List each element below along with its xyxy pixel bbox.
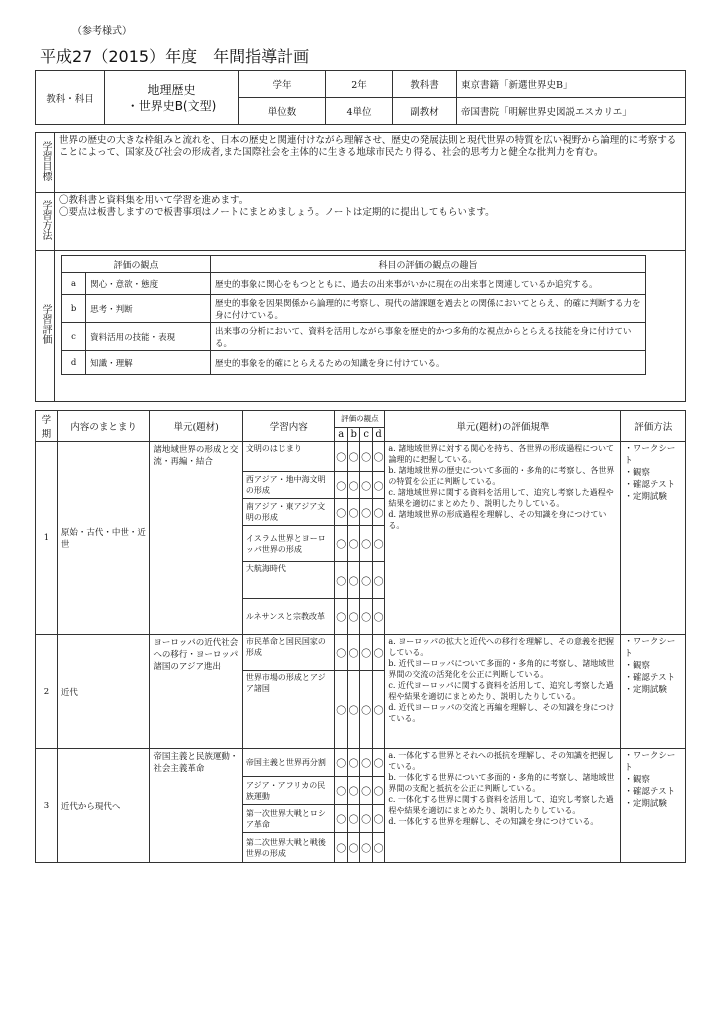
method-item: ・観察 — [624, 468, 650, 478]
subtext-value: 帝国書院「明解世界史図説エスカリエ」 — [457, 98, 686, 125]
mark-c: 〇 — [360, 472, 372, 499]
subject-info-table — [35, 70, 686, 125]
mark-b: 〇 — [347, 562, 359, 599]
criteria-a: a. ヨーロッパの拡大と近代への移行を理解し、その意義を把握している。 — [388, 637, 615, 657]
goals-label: 学習目標 — [36, 133, 55, 193]
mark-c: 〇 — [360, 442, 372, 472]
content-item: 市民革命と国民国家の形成 — [242, 635, 335, 671]
eval-row — [62, 295, 646, 323]
content-item: 大航海時代 — [242, 562, 335, 599]
credits-label: 単位数 — [239, 98, 326, 125]
term-criteria — [385, 442, 621, 635]
methods-label: 学習方法 — [36, 193, 55, 251]
criteria-b: b. 近代ヨーロッパについて多面的・多角的に考察し、諸地域世界間の交流の活発化を公正に判断している。 — [388, 659, 615, 679]
term-summary: 原始・古代・中世・近世 — [57, 442, 150, 635]
methods-line-1: 〇教科書と資料集を用いて学習を進めます。 — [59, 195, 249, 206]
content-item: 文明のはじまり — [242, 442, 335, 472]
term-methods — [621, 749, 686, 863]
term-unit: ヨーロッパの近代社会への移行・ヨーロッパ諸国のアジア進出 — [150, 635, 243, 749]
criteria-b: b. 諸地域世界の歴史について多面的・多角的に考察し、各世界の特質を公正に判断している。 — [388, 466, 615, 486]
method-item: ・観察 — [624, 775, 650, 785]
eval-desc: 歴史的事象を的確にとらえるための知識を身に付けている。 — [211, 351, 646, 375]
grade-label: 学年 — [239, 71, 326, 98]
method-item: ・ワークシート — [624, 444, 676, 466]
col-viewpoint: 評価の観点 — [335, 411, 385, 428]
mark-a: 〇 — [335, 562, 347, 599]
mark-c: 〇 — [360, 599, 372, 635]
mark-d: 〇 — [372, 635, 384, 671]
content-item: アジア・アフリカの民族運動 — [242, 777, 335, 805]
grade-value: 2年 — [326, 71, 393, 98]
eval-name: 思考・判断 — [86, 295, 211, 323]
eval-desc: 歴史的事象を因果関係から論理的に考察し、現代の諸課題を過去との関係においてとらえ、的確に判断する力を身に付けている。 — [211, 295, 646, 323]
eval-name: 関心・意欲・態度 — [86, 273, 211, 295]
table-row — [36, 749, 686, 777]
mark-b: 〇 — [347, 472, 359, 499]
mark-b: 〇 — [347, 749, 359, 777]
mark-b: 〇 — [347, 833, 359, 863]
mark-a: 〇 — [335, 805, 347, 833]
mark-a: 〇 — [335, 499, 347, 526]
method-item: ・確認テスト — [624, 480, 676, 490]
col-term: 学期 — [36, 411, 58, 442]
subject-name — [105, 71, 239, 125]
eval-desc: 歴史的事象に関心をもつとともに、過去の出来事がいかに現在の出来事と関連しているか追究する。 — [211, 273, 646, 295]
col-unit: 単元(題材) — [150, 411, 243, 442]
mark-c: 〇 — [360, 749, 372, 777]
subject-name-line2: ・世界史B(文型) — [126, 98, 217, 113]
mark-c: 〇 — [360, 499, 372, 526]
eval-key: a — [62, 273, 86, 295]
method-item: ・確認テスト — [624, 787, 676, 797]
mark-d: 〇 — [372, 562, 384, 599]
criteria-d: d. 諸地域世界の形成過程を理解し、その知識を身につけている。 — [388, 510, 607, 530]
table-row — [36, 442, 686, 472]
mark-a: 〇 — [335, 635, 347, 671]
term-criteria — [385, 635, 621, 749]
eval-key: d — [62, 351, 86, 375]
mark-b: 〇 — [347, 635, 359, 671]
eval-row — [62, 323, 646, 351]
mark-d: 〇 — [372, 442, 384, 472]
method-item: ・確認テスト — [624, 673, 676, 683]
col-d: d — [372, 427, 384, 441]
methods-text — [55, 193, 686, 251]
mark-a: 〇 — [335, 442, 347, 472]
mark-b: 〇 — [347, 777, 359, 805]
mark-d: 〇 — [372, 749, 384, 777]
mark-a: 〇 — [335, 671, 347, 749]
col-criteria: 単元(題材)の評価規準 — [385, 411, 621, 442]
term-methods — [621, 442, 686, 635]
criteria-c: c. 近代ヨーロッパに関する資料を活用して、追究し考察した過程や結果を適切にまとめたり、説明したりしている。 — [388, 681, 614, 701]
method-item: ・定期試験 — [624, 492, 667, 502]
subject-name-line1: 地理歴史 — [147, 82, 196, 97]
mark-b: 〇 — [347, 599, 359, 635]
learning-overview-table — [35, 132, 686, 402]
term-unit: 諸地域世界の形成と交流・再編・結合 — [150, 442, 243, 635]
mark-d: 〇 — [372, 777, 384, 805]
credits-value: 4単位 — [326, 98, 393, 125]
eval-row — [62, 273, 646, 295]
criteria-d: d. 近代ヨーロッパの交流と再編を理解し、その知識を身につけている。 — [388, 703, 615, 723]
mark-c: 〇 — [360, 777, 372, 805]
eval-name: 資料活用の技能・表現 — [86, 323, 211, 351]
mark-c: 〇 — [360, 526, 372, 562]
term-summary: 近代 — [57, 635, 150, 749]
annual-plan-table — [35, 410, 686, 863]
criteria-a: a. 一体化する世界とそれへの抵抗を理解し、その知識を把握している。 — [388, 751, 615, 771]
method-item: ・観察 — [624, 661, 650, 671]
mark-a: 〇 — [335, 526, 347, 562]
col-a: a — [335, 427, 347, 441]
criteria-a: a. 諸地域世界に対する関心を持ち、各世界の形成過程について論理的に把握している。 — [388, 444, 615, 464]
mark-c: 〇 — [360, 635, 372, 671]
mark-a: 〇 — [335, 777, 347, 805]
mark-b: 〇 — [347, 499, 359, 526]
method-item: ・定期試験 — [624, 685, 667, 695]
mark-d: 〇 — [372, 472, 384, 499]
mark-d: 〇 — [372, 526, 384, 562]
term-number: 3 — [36, 749, 58, 863]
col-summary: 内容のまとまり — [57, 411, 150, 442]
col-b: b — [347, 427, 359, 441]
evaluation-viewpoint-table — [61, 255, 646, 375]
eval-row — [62, 351, 646, 375]
content-item: 第一次世界大戦とロシア革命 — [242, 805, 335, 833]
eval-col-purpose: 科目の評価の観点の趣旨 — [211, 256, 646, 273]
mark-a: 〇 — [335, 472, 347, 499]
criteria-c: c. 諸地域世界に関する資料を活用して、追究し考察した過程や結果を適切にまとめたり、説明したりしている。 — [388, 488, 614, 508]
eval-key: c — [62, 323, 86, 351]
table-row — [36, 635, 686, 671]
mark-d: 〇 — [372, 671, 384, 749]
term-unit: 帝国主義と民族運動・社会主義革命 — [150, 749, 243, 863]
evaluation-cell — [55, 251, 686, 402]
eval-col-viewpoint: 評価の観点 — [62, 256, 211, 273]
methods-line-2: 〇要点は板書しますので板書事項はノートにまとめましょう。ノートは定期的に提出してもらいます。 — [59, 207, 495, 218]
mark-d: 〇 — [372, 499, 384, 526]
mark-b: 〇 — [347, 526, 359, 562]
term-number: 2 — [36, 635, 58, 749]
mark-a: 〇 — [335, 749, 347, 777]
criteria-c: c. 一体化する世界に関する資料を活用して、追究し考察した過程や結果を適切にまとめたり、説明したりしている。 — [388, 795, 614, 815]
method-item: ・定期試験 — [624, 799, 667, 809]
content-item: 世界市場の形成とアジア諸国 — [242, 671, 335, 749]
mark-c: 〇 — [360, 562, 372, 599]
mark-b: 〇 — [347, 671, 359, 749]
eval-desc: 出来事の分析において、資料を活用しながら事象を歴史的かつ多角的な視点からとらえる技能を身に付けている。 — [211, 323, 646, 351]
goals-text: 世界の歴史の大きな枠組みと流れを、日本の歴史と関連付けながら理解させ、歴史の発展法則と現代世界の特質を広い視野から論理的に考察することによって、国家及び社会の形成者,また国際社会を主体的に生きる地球市民たり得る、社会的思考力と健全な批判力を育む。 — [55, 133, 686, 193]
mark-a: 〇 — [335, 833, 347, 863]
mark-c: 〇 — [360, 805, 372, 833]
mark-b: 〇 — [347, 805, 359, 833]
col-method: 評価方法 — [621, 411, 686, 442]
textbook-label: 教科書 — [393, 71, 457, 98]
content-item: ルネサンスと宗教改革 — [242, 599, 335, 635]
criteria-b: b. 一体化する世界について多面的・多角的に考察し、諸地域世界間の支配と抵抗を公正に判断している。 — [388, 773, 615, 793]
eval-name: 知識・理解 — [86, 351, 211, 375]
reference-format-note: （参考様式） — [72, 26, 132, 37]
content-item: イスラム世界とヨーロッパ世界の形成 — [242, 526, 335, 562]
content-item: 南アジア・東アジア文明の形成 — [242, 499, 335, 526]
term-methods — [621, 635, 686, 749]
method-item: ・ワークシート — [624, 751, 676, 773]
subtext-label: 副教材 — [393, 98, 457, 125]
mark-a: 〇 — [335, 599, 347, 635]
term-criteria — [385, 749, 621, 863]
mark-c: 〇 — [360, 671, 372, 749]
subject-label: 教科・科目 — [36, 71, 105, 125]
evaluation-label: 学習評価 — [36, 251, 55, 402]
col-c: c — [360, 427, 372, 441]
page-title: 平成27（2015）年度 年間指導計画 — [40, 47, 310, 66]
term-number: 1 — [36, 442, 58, 635]
term-summary: 近代から現代へ — [57, 749, 150, 863]
mark-c: 〇 — [360, 833, 372, 863]
mark-d: 〇 — [372, 833, 384, 863]
criteria-d: d. 一体化する世界を理解し、その知識を身につけている。 — [388, 817, 599, 826]
col-content: 学習内容 — [242, 411, 335, 442]
mark-b: 〇 — [347, 442, 359, 472]
eval-key: b — [62, 295, 86, 323]
content-item: 第二次世界大戦と戦後世界の形成 — [242, 833, 335, 863]
content-item: 帝国主義と世界再分割 — [242, 749, 335, 777]
content-item: 西アジア・地中海文明の形成 — [242, 472, 335, 499]
textbook-value: 東京書籍「新選世界史B」 — [457, 71, 686, 98]
mark-d: 〇 — [372, 599, 384, 635]
mark-d: 〇 — [372, 805, 384, 833]
method-item: ・ワークシート — [624, 637, 676, 659]
